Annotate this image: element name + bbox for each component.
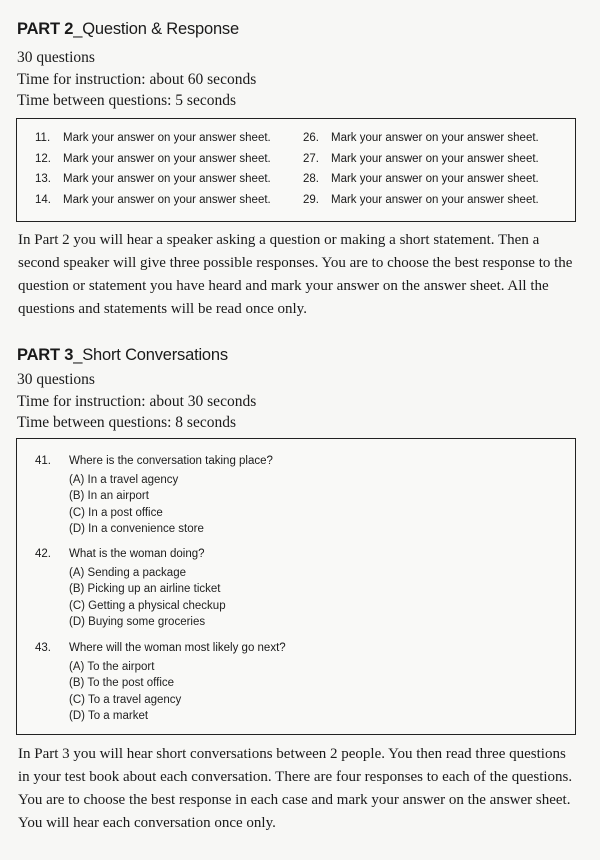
- option-b: (B) To the post office: [69, 677, 175, 690]
- answer-line: 13. Mark your answer on your answer sheet.: [35, 173, 271, 185]
- part3-question-count: 30 questions: [17, 371, 95, 388]
- option-b: (B) In an airport: [69, 490, 149, 503]
- question-text: Where will the woman most likely go next?: [69, 642, 286, 654]
- option-d: (D) In a convenience store: [69, 522, 204, 535]
- option-d: (D) To a market: [69, 709, 149, 722]
- question-number: 42.: [35, 548, 51, 560]
- option-c: (C) To a travel agency: [69, 693, 182, 706]
- option-a: (A) To the airport: [69, 661, 155, 673]
- question-text: What is the woman doing?: [69, 548, 205, 560]
- answer-line: 26. Mark your answer on your answer sheet.: [303, 132, 539, 144]
- answer-line: 14. Mark your answer on your answer sheet.: [35, 193, 271, 206]
- part2-meta: [17, 47, 256, 112]
- part3-question-box: [16, 438, 576, 735]
- question-text: Where is the conversation taking place?: [69, 455, 273, 467]
- part2-title-rest: _Question & Response: [73, 20, 239, 38]
- answer-line: 28. Mark your answer on your answer sheet.: [303, 173, 539, 185]
- part3-title: [17, 346, 228, 365]
- part2-question-count: 30 questions: [17, 49, 95, 66]
- part2-instructions: In Part 2 you will hear a speaker asking a question or making a short statement. Then a second speaker will give three possible responses. You are to choose the best response to the question or statement you have heard and mark your answer on the answer sheet. All the questions and statements will be read once only.: [18, 232, 573, 317]
- part2-title: [17, 20, 239, 39]
- part2-between-time: Time between questions: 5 seconds: [17, 92, 236, 109]
- option-c: (C) In a post office: [69, 506, 163, 519]
- part2-title-bold: PART 2: [17, 20, 74, 38]
- option-b: (B) Picking up an airline ticket: [69, 583, 221, 596]
- part3-title-rest: _Short Conversations: [73, 346, 228, 364]
- answer-line: 12. Mark your answer on your answer sheet.: [35, 152, 271, 165]
- part2-answer-box: [16, 118, 576, 222]
- part3-instruction-time: Time for instruction: about 30 seconds: [17, 392, 257, 410]
- part3-instructions: In Part 3 you will hear short conversations between 2 people. You then read three questions in your test book about each conversation. There are four responses to each of the questions. You are to choose the best response in each case and mark your answer on the answer sheet. You will hear each conversation once only.: [18, 746, 573, 831]
- part3-meta: [17, 369, 256, 434]
- part3-title-bold: PART 3: [17, 346, 74, 364]
- question-number: 41.: [35, 455, 51, 467]
- option-a: (A) Sending a package: [69, 567, 186, 579]
- option-d: (D) Buying some groceries: [69, 615, 206, 628]
- answer-line: 29. Mark your answer on your answer sheet.: [303, 193, 539, 206]
- part3-between-time: Time between questions: 8 seconds: [17, 414, 236, 431]
- answer-line: 11. Mark your answer on your answer sheet.: [35, 132, 271, 144]
- part2-instruction-time: Time for instruction: about 60 seconds: [17, 70, 257, 88]
- option-c: (C) Getting a physical checkup: [69, 599, 226, 612]
- answer-line: 27. Mark your answer on your answer sheet.: [303, 152, 539, 165]
- question-number: 43.: [35, 642, 51, 654]
- option-a: (A) In a travel agency: [69, 474, 179, 486]
